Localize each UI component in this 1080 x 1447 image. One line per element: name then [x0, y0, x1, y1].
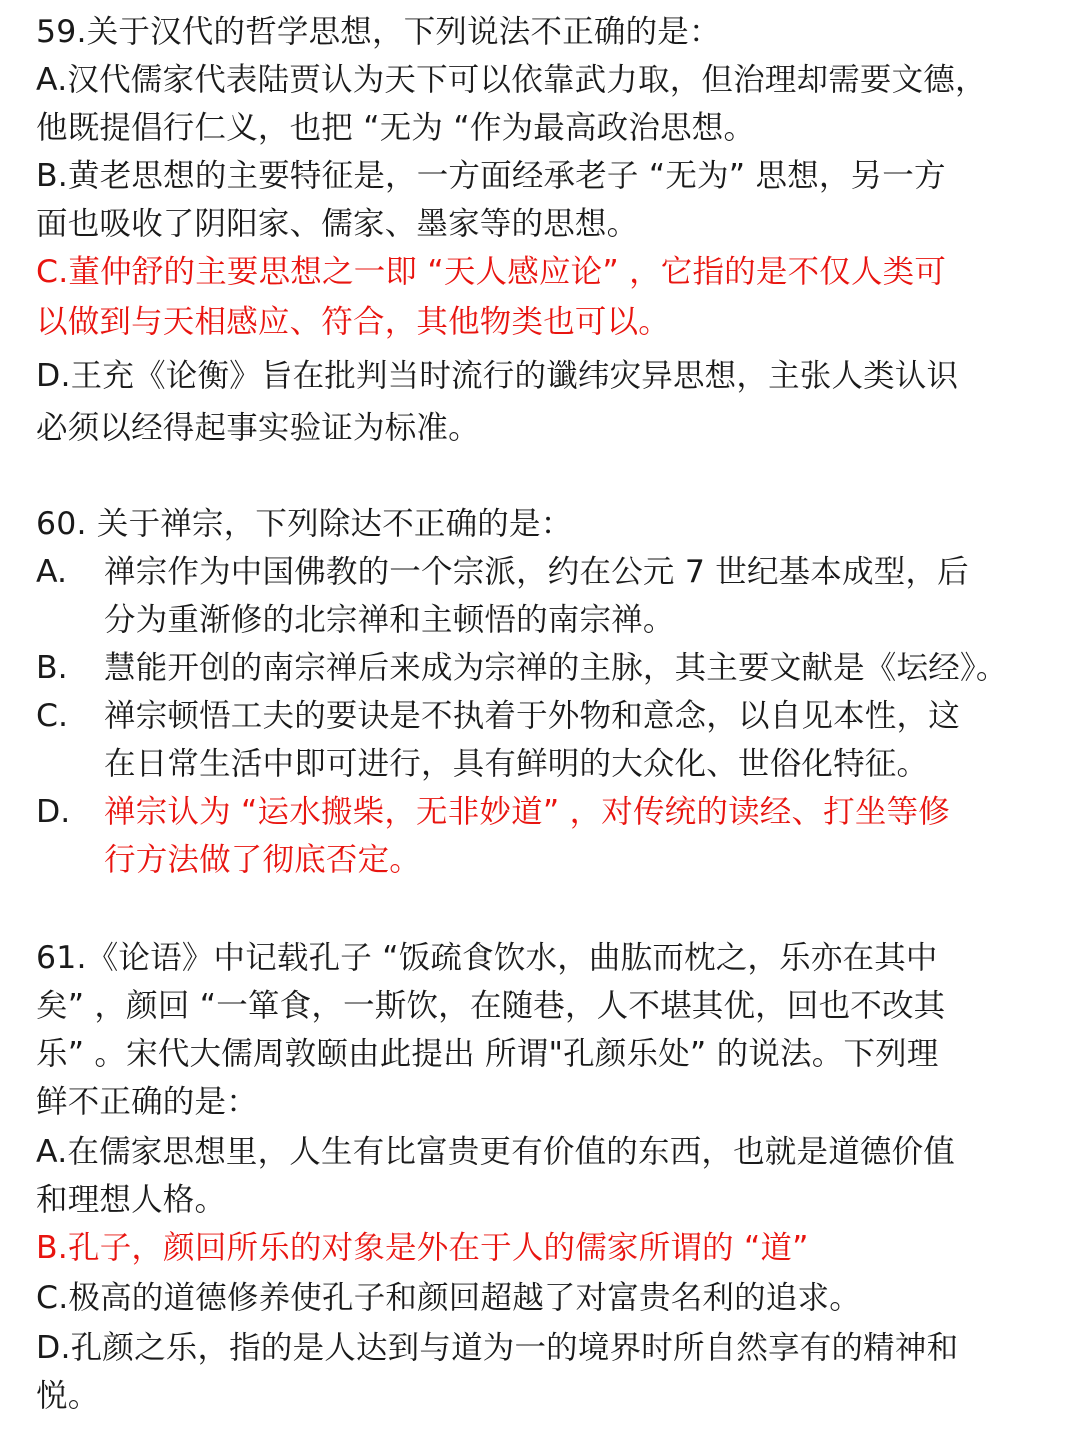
q60-option-c-letter: C.: [36, 698, 69, 734]
question-61-stem-line-3: 乐” 。宋代大儒周敦颐由此提出 所谓"孔颜乐处” 的说法。下列理: [36, 1036, 939, 1072]
q61-option-c-line-1: C.极高的道德修养使孔子和颜回超越了对富贵名利的追求。: [36, 1280, 861, 1316]
q60-option-c-line-2: 在日常生活中即可进行，具有鲜明的大众化、世俗化特征。: [104, 746, 929, 782]
q59-option-b-line-1: B.黄老思想的主要特征是，一方面经承老子 “无为” 思想，另一方: [36, 158, 946, 194]
q59-option-c-answer-line-1: C.董仲舒的主要思想之一即 “天人感应论” ，它指的是不仅人类可: [36, 254, 947, 290]
q60-option-a-letter: A.: [36, 554, 68, 590]
question-61-stem-line-2: 矣” ，颜回 “一箪食，一斯饮，在随巷，人不堪其优，回也不改其: [36, 988, 946, 1024]
question-60-stem: 60. 关于禅宗，下列除达不正确的是：: [36, 506, 573, 542]
q60-option-b-line-1: 慧能开创的南宗禅后来成为宗禅的主脉，其主要文献是《坛经》。: [104, 650, 1008, 686]
q61-option-a-line-2: 和理想人格。: [36, 1182, 227, 1218]
question-59-stem: 59.关于汉代的哲学思想，下列说法不正确的是：: [36, 14, 721, 50]
q59-option-b-line-2: 面也吸收了阴阳家、儒家、墨家等的思想。: [36, 206, 639, 242]
question-61-stem-line-4: 鲜不正确的是：: [36, 1084, 258, 1120]
q59-option-a-line-1: A.汉代儒家代表陆贾认为天下可以依靠武力取，但治理却需要文德，: [36, 62, 987, 98]
q59-option-d-line-2: 必须以经得起事实验证为标准。: [36, 410, 480, 446]
q60-option-a-line-1: 禅宗作为中国佛教的一个宗派，约在公元 7 世纪基本成型，后: [104, 554, 969, 590]
question-61-stem-line-1: 61.《论语》中记载孔子 “饭疏食饮水，曲肱而枕之，乐亦在其中: [36, 940, 938, 976]
q59-option-a-line-2: 他既提倡行仁义，也把 “无为 “作为最高政治思想。: [36, 110, 756, 146]
q59-option-d-line-1: D.王充《论衡》旨在批判当时流行的谶纬灾异思想，主张人类认识: [36, 358, 959, 394]
q60-option-d-answer-line-1: 禅宗认为 “运水搬柴，无非妙道” ，对传统的读经、打坐等修: [104, 794, 950, 830]
q59-option-c-answer-line-2: 以做到与天相感应、符合，其他物类也可以。: [36, 304, 671, 340]
q61-option-a-line-1: A.在儒家思想里，人生有比富贵更有价值的东西，也就是道德价值: [36, 1134, 956, 1170]
q61-option-d-line-2: 悦。: [36, 1378, 100, 1414]
q60-option-a-line-2: 分为重渐修的北宗禅和主顿悟的南宗禅。: [104, 602, 675, 638]
q60-option-b-letter: B.: [36, 650, 68, 686]
q61-option-b-answer-line-1: B.孔子，颜回所乐的对象是外在于人的儒家所谓的 “道”: [36, 1230, 809, 1266]
q60-option-d-answer-line-2: 行方法做了彻底否定。: [104, 842, 422, 878]
q60-option-d-letter: D.: [36, 794, 71, 830]
q60-option-c-line-1: 禅宗顿悟工夫的要诀是不执着于外物和意念，以自见本性，这: [104, 698, 960, 734]
q61-option-d-line-1: D.孔颜之乐，指的是人达到与道为一的境界时所自然享有的精神和: [36, 1330, 959, 1366]
